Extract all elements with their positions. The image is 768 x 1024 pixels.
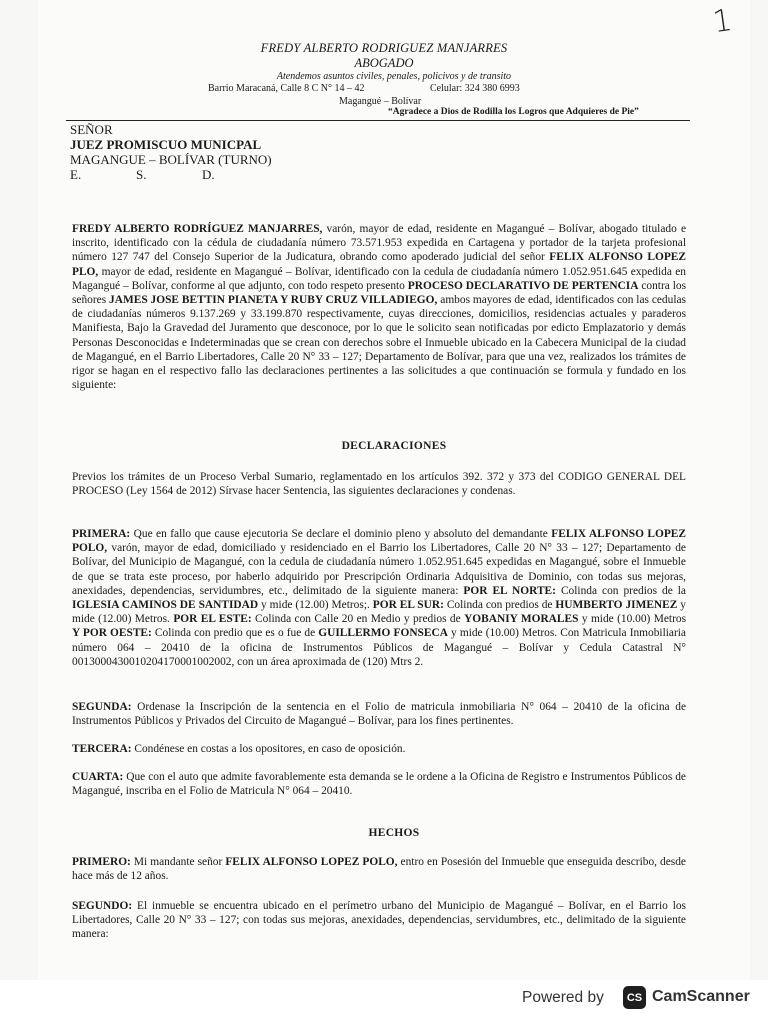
cuarta-text: Que con el auto que admite favorablemente esta demanda se le ordene a la Oficina de Registro e Instrumentos Públicos de Magangué, inscriba en el Folio de Matricula N° 064 – 20410. bbox=[72, 771, 686, 798]
primera-text: y mide (10.00) Metros bbox=[578, 613, 687, 626]
primera-paragraph bbox=[72, 527, 686, 669]
primera-text: y mide (10.00) Metros. Con Matricula Inmobiliaria número 064 – 20410 de la oficina de Instrumentos Públicos de Magangué – Bolívar y Cedula Catastral N° 0013000430010204170001002002, con un área aproximada de (120) Mtrs 2. bbox=[72, 627, 686, 668]
addressee-location: MAGANGUE – BOLÍVAR (TURNO) bbox=[70, 152, 272, 167]
tercera-text: Condénese en costas a los opositores, en caso de oposición. bbox=[131, 743, 406, 755]
primera-text: y mide (12.00) Metros. bbox=[72, 599, 686, 626]
addressee-block bbox=[70, 122, 272, 182]
neighbor-west: GUILLERMO FONSECA bbox=[318, 627, 448, 640]
boundary-north: POR EL NORTE: bbox=[463, 584, 556, 597]
addressee-judge: JUEZ PROMISCUO MUNICPAL bbox=[70, 137, 262, 152]
declaraciones-heading: DECLARACIONES bbox=[341, 440, 447, 452]
hecho-primero-text: entro en Posesión del Inmueble que enseguida describo, desde hace más de 12 años. bbox=[72, 856, 686, 883]
cuarta-label: CUARTA: bbox=[72, 771, 124, 783]
intro-client-name: FELIX ALFONSO LOPEZ PLO, bbox=[72, 251, 686, 278]
camscanner-logo-icon: CS bbox=[623, 986, 646, 1009]
neighbor-east: YOBANIY MORALES bbox=[464, 613, 579, 626]
primera-text: Que en fallo que cause ejecutoria Se declare el dominio pleno y absoluto del demandante bbox=[130, 528, 552, 540]
hecho-primero-label: PRIMERO: bbox=[72, 856, 131, 868]
intro-defendants: JAMES JOSE BETTIN PIANETA Y RUBY CRUZ VILLADIEGO, bbox=[109, 294, 438, 307]
segunda-text: Ordenase la Inscripción de la sentencia en el Folio de matricula inmobiliaria N° 064 – 20410 de la oficina de Instrumentos Públicos y Privados del Circuito de Magangué – Bolívar, para los fines pertinentes. bbox=[72, 701, 686, 728]
intro-paragraph bbox=[72, 222, 686, 392]
intro-process-type: PROCESO DECLARATIVO DE PERTENCIA bbox=[407, 279, 639, 292]
boundary-east: POR EL ESTE: bbox=[173, 613, 252, 626]
segunda-paragraph bbox=[72, 700, 686, 728]
intro-text: ambos mayores de edad, identificados con las cedulas de ciudadanías números 9.137.269 y 33.199.870 respectivamente, cuyas direcciones, domicilios, residencias actuales y paraderos Manifiesta, Bajo la Gravedad del Juramento que desconoce, por lo que le solicito sean notificadas por edicto Emplazatorio y demás Personas Desconocidas e Indeterminadas que se crean con derechos sobre el Inmueble ubicado en la Cabecera Municipal de la ciudad de Magangué, en el Barrio Libertadores, Calle 20 N° 33 – 127; Departamento de Bolívar, para que una vez, realizados los trámites de rigor se hagan en el respectivo fallo las declaraciones pertinentes a las solicitudes a que continuación se formula y fundado en los siguiente: bbox=[72, 294, 686, 392]
letterhead-divider bbox=[66, 120, 690, 121]
neighbor-south: HUMBERTO JIMENEZ bbox=[555, 599, 678, 612]
boundary-west: Y POR OESTE: bbox=[72, 627, 152, 640]
intro-text: contra los señores bbox=[72, 279, 686, 307]
hecho-segundo-text: El inmueble se encuentra ubicado en el perímetro urbano del Municipio de Magangué – Bolívar, en el Barrio los Libertadores, Calle 20 N° 33 – 127; con todas sus mejoras, anexidades, dependencias, servidumbres, etc., delimitado de la siguiente manera: bbox=[72, 900, 686, 941]
letterhead-title: ABOGADO bbox=[354, 56, 414, 70]
letterhead-name: FREDY ALBERTO RODRIGUEZ MANJARRES bbox=[260, 41, 508, 55]
esd-e: E. bbox=[70, 167, 82, 182]
hecho-segundo-label: SEGUNDO: bbox=[72, 900, 133, 912]
intro-lawyer-name: FREDY ALBERTO RODRÍGUEZ MANJARRES, bbox=[72, 223, 323, 235]
primera-text: varón, mayor de edad, domiciliado y residenciado en el Barrio los Libertadores, Calle 20 N° 33 – 127; Departamento de Bolívar, del Municipio de Magangué, con la cedula de ciudadanía número 1.052.951.645 expedidas en Magangué, sobre el Inmueble de que se trata este proceso, por haberlo adquirido por Prescripción Ordinaria Adquisitiva de Dominio, con todas sus mejoras, anexidades, dependencias, servidumbres, etc., delimitado de la siguiente manera: bbox=[72, 542, 686, 597]
neighbor-north: IGLESIA CAMINOS DE SANTIDAD bbox=[72, 599, 259, 612]
cuarta-paragraph bbox=[72, 770, 686, 798]
hecho-primero-client: FELIX ALFONSO LOPEZ POLO, bbox=[225, 856, 398, 868]
segunda-label: SEGUNDA: bbox=[72, 701, 132, 713]
boundary-south: POR EL SUR: bbox=[372, 599, 444, 612]
page-number: 1 bbox=[710, 2, 735, 41]
letterhead-phone: Celular: 324 380 6993 bbox=[430, 83, 520, 94]
hechos-heading: HECHOS bbox=[368, 827, 420, 839]
esd-d: D. bbox=[202, 167, 215, 182]
intro-text: varón, mayor de edad, residente en Magangué – Bolívar, abogado titulado e inscrito, identificado con la cédula de ciudadanía número 73.571.953 expedida en Cartagena y portador de la tarjeta profesional número 127 747 del Consejo Superior de la Judicatura, obrando como apoderado judicial del señor bbox=[72, 223, 686, 264]
powered-by-text: Powered by bbox=[522, 989, 604, 1006]
primera-label: PRIMERA: bbox=[72, 528, 131, 540]
camscanner-brand: CamScanner bbox=[652, 988, 750, 1005]
esd-s: S. bbox=[136, 167, 147, 182]
letterhead-address: Barrio Maracaná, Calle 8 C N° 14 – 42 bbox=[208, 83, 365, 94]
tercera-paragraph bbox=[72, 742, 686, 756]
primera-text: Colinda con predios de bbox=[443, 599, 556, 612]
primera-text: Colinda con predios de la bbox=[555, 584, 686, 597]
hecho-primero-paragraph bbox=[72, 855, 686, 883]
primera-text: Colinda con predio que es o fue de bbox=[151, 627, 319, 640]
addressee-esd bbox=[70, 167, 272, 182]
letterhead-city: Magangué – Bolívar bbox=[339, 96, 422, 107]
primera-text: y mide (12.00) Metros;. bbox=[258, 599, 373, 612]
primera-text: Colinda con Calle 20 en Medio y predios de bbox=[251, 613, 465, 626]
intro-text: mayor de edad, residente en Magangué – Bolívar, identificado con la cedula de ciudadanía número 1.052.951.645 expedida en Magangué – Bolívar, conforme al que adjunto, con todo respeto presento bbox=[72, 265, 686, 292]
declaraciones-intro: Previos los trámites de un Proceso Verbal Sumario, reglamentado en los artículos 392. 372 y 373 del CODIGO GENERAL DEL PROCESO (Ley 1564 de 2012) Sírvase hacer Sentencia, las siguientes declaraciones y condenas. bbox=[72, 471, 686, 498]
hecho-primero-text: Mi mandante señor bbox=[130, 856, 226, 868]
tercera-label: TERCERA: bbox=[72, 743, 132, 755]
letterhead-services: Atendemos asuntos civiles, penales, policivos y de transito bbox=[276, 71, 512, 82]
addressee-salutation: SEÑOR bbox=[70, 122, 113, 137]
hecho-segundo-paragraph bbox=[72, 899, 686, 942]
primera-plaintiff: FELIX ALFONSO LOPEZ POLO, bbox=[72, 528, 686, 555]
letterhead-motto: “Agradece a Dios de Rodilla los Logros que Adquieres de Pie” bbox=[388, 107, 639, 117]
